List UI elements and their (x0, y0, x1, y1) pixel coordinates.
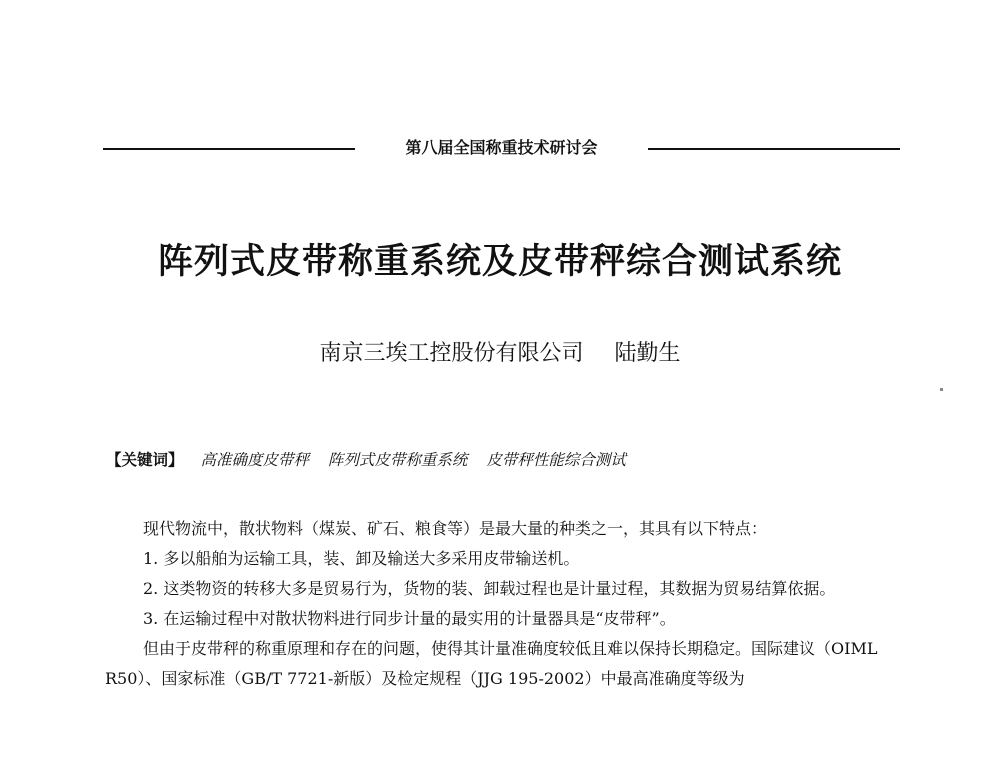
keywords-label: 【关键词】 (106, 451, 184, 469)
header-rule-right (648, 148, 900, 150)
list-item: 1. 多以船舶为运输工具，装、卸及输送大多采用皮带输送机。 (143, 549, 580, 568)
keywords (106, 448, 640, 472)
body-text (105, 514, 905, 694)
author-organization: 南京三埃工控股份有限公司 (319, 341, 584, 366)
conference-header (103, 138, 900, 158)
byline (0, 336, 1000, 372)
scan-speck (940, 388, 943, 391)
paper-title: 阵列式皮带称重系统及皮带秤综合测试系统 (157, 242, 842, 282)
body-paragraph: 但由于皮带秤的称重原理和存在的问题，使得其计量准确度较低且难以保持长期稳定。国际建议（OIML R50）、国家标准（GB/T 7721-新版）及检定规程（JJG 195-2002）中最高准确度等级为 (105, 639, 878, 688)
conference-name: 第八届全国称重技术研讨会 (405, 138, 598, 157)
body-paragraph: 现代物流中，散状物料（煤炭、矿石、粮食等）是最大量的种类之一，其具有以下特点： (143, 519, 768, 538)
keyword-item: 高准确度皮带秤 (200, 451, 309, 469)
list-item: 3. 在运输过程中对散状物料进行同步计量的最实用的计量器具是“皮带秤”。 (143, 609, 676, 628)
list-item: 2. 这类物资的转移大多是贸易行为，货物的装、卸载过程也是计量过程，其数据为贸易结算依据。 (143, 579, 836, 598)
keyword-item: 阵列式皮带称重系统 (327, 451, 468, 469)
author-name: 陆勤生 (614, 341, 681, 366)
keyword-item: 皮带秤性能综合测试 (486, 451, 626, 469)
